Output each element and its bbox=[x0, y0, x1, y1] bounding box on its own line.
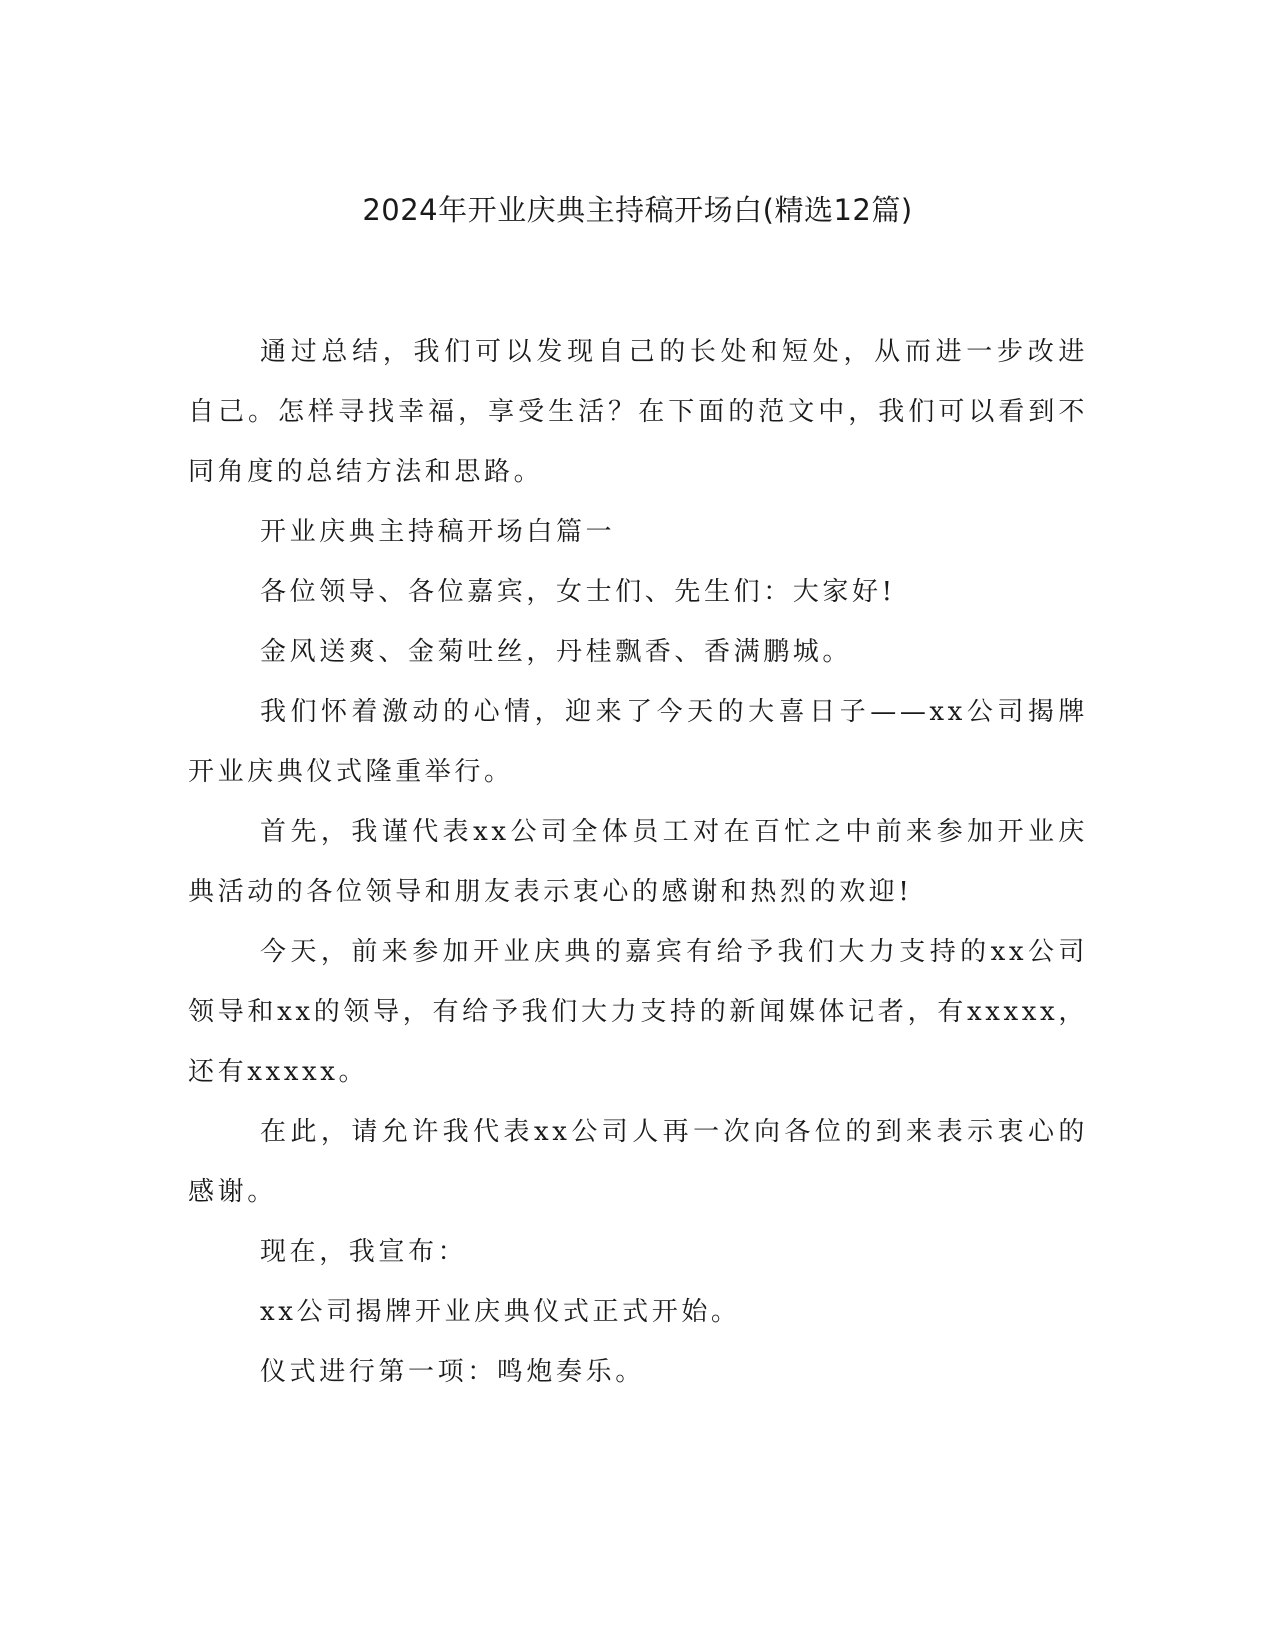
paragraph-season: 金风送爽、金菊吐丝，丹桂飘香、香满鹏城。 bbox=[260, 637, 853, 667]
paragraph-intro: 通过总结，我们可以发现自己的长处和短处，从而进一步改进自己。怎样寻找幸福，享受生活？在下面的范文中，我们可以看到不同角度的总结方法和思路。 bbox=[188, 337, 1088, 487]
paragraph-thanks: 在此，请允许我代表xx公司人再一次向各位的到来表示衷心的感谢。 bbox=[188, 1117, 1088, 1207]
paragraph-guests: 今天，前来参加开业庆典的嘉宾有给予我们大力支持的xx公司领导和xx的领导，有给予我们大力支持的新闻媒体记者，有xxxxx，还有xxxxx。 bbox=[188, 937, 1088, 1087]
section-heading: 开业庆典主持稿开场白篇一 bbox=[260, 517, 616, 547]
paragraph-greeting: 各位领导、各位嘉宾，女士们、先生们：大家好! bbox=[260, 577, 896, 607]
paragraph-announce: 现在，我宣布： bbox=[260, 1237, 468, 1267]
document-body bbox=[188, 322, 1088, 1402]
paragraph-welcome: 首先，我谨代表xx公司全体员工对在百忙之中前来参加开业庆典活动的各位领导和朋友表示衷心的感谢和热烈的欢迎! bbox=[188, 817, 1088, 907]
paragraph-start: xx公司揭牌开业庆典仪式正式开始。 bbox=[260, 1297, 741, 1327]
paragraph-occasion: 我们怀着激动的心情，迎来了今天的大喜日子——xx公司揭牌开业庆典仪式隆重举行。 bbox=[188, 697, 1088, 787]
paragraph-first-item: 仪式进行第一项：鸣炮奏乐。 bbox=[260, 1357, 645, 1387]
document-title: 2024年开业庆典主持稿开场白(精选12篇) bbox=[362, 193, 913, 227]
